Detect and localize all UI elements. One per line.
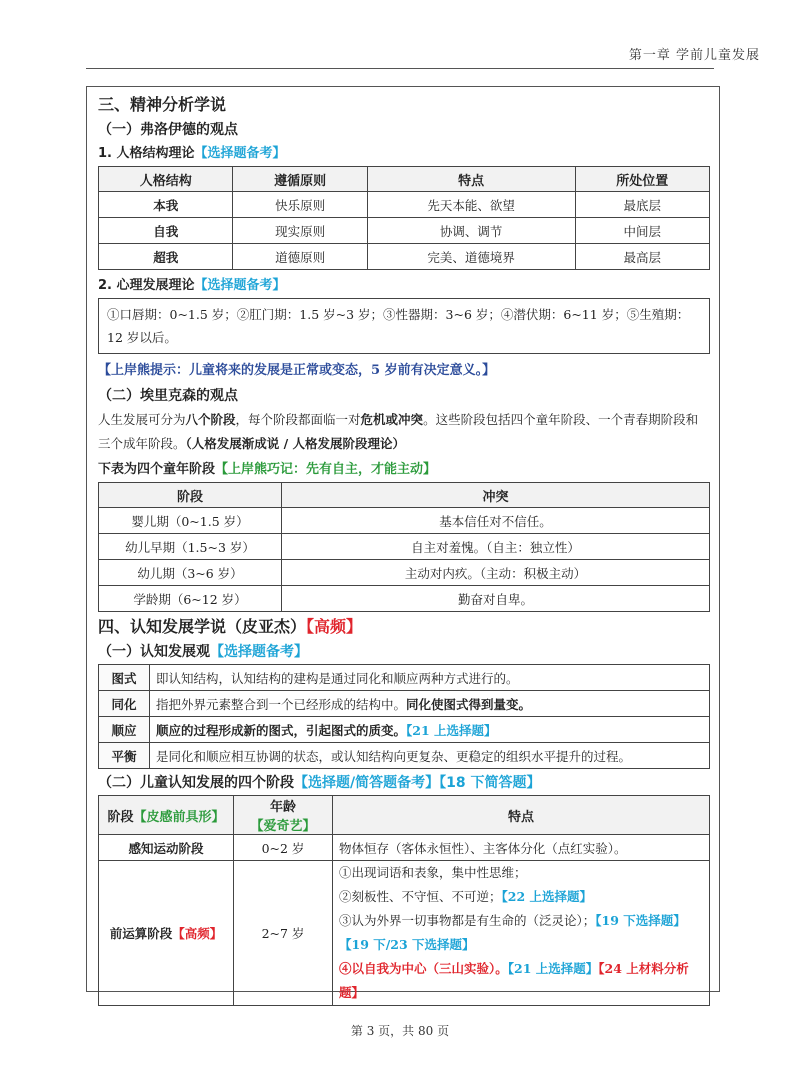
concept-bold: 顺应的过程形成新的图式，引起图式的质变。	[156, 722, 407, 738]
header-tag: 【皮感前具形】	[133, 809, 225, 825]
concept-bold: 同化使图式得到量变。	[406, 696, 532, 712]
stage-name: 感知运动阶段	[99, 835, 234, 861]
topic1-tag: 【选择题备考】	[194, 146, 286, 161]
stage-age: 0~2 岁	[234, 835, 333, 861]
erikson-text: ，每个阶段都面临一对	[235, 412, 361, 427]
column-header: 特点	[367, 167, 575, 192]
four-stages-label: （二）儿童认知发展的四个阶段	[98, 775, 294, 791]
table-row	[99, 508, 710, 534]
table-header-row	[99, 483, 710, 508]
table-cell: 基本信任对不信任。	[282, 508, 710, 534]
topic2-heading	[98, 274, 710, 298]
section3-title: 三、精神分析学说	[98, 95, 227, 114]
erikson-bold: 危机或冲突	[360, 412, 424, 427]
feature-tag: 【22 上选择题】	[501, 889, 593, 904]
table-cell: 自我	[99, 218, 233, 244]
feature-tag: 【19 下选择题】	[595, 913, 686, 928]
page-footer: 第 3 页，共 80 页	[350, 1024, 450, 1038]
stage-tag: 【高频】	[172, 926, 223, 941]
topic1-label: 1. 人格结构理论	[98, 146, 195, 161]
column-header: 人格结构	[99, 167, 233, 192]
table2-intro	[98, 458, 710, 482]
column-header: 特点	[333, 796, 710, 835]
table-cell: 先天本能、欲望	[367, 192, 575, 218]
feature-line	[339, 957, 703, 1005]
erikson-text: 。这些阶段包括四个童年阶段、一个青春期阶段和三个成年阶段。	[98, 412, 699, 451]
concept-desc	[150, 691, 710, 717]
table-cell: 完美、道德境界	[367, 244, 575, 270]
column-header: 阶段	[99, 483, 282, 508]
table-cell: 超我	[99, 244, 233, 270]
table-cell: 幼儿早期（1.5~3 岁）	[99, 534, 282, 560]
feature-line	[339, 909, 703, 933]
four-stages-heading	[98, 771, 710, 795]
header-text: 年龄	[269, 800, 296, 815]
erikson-bold: 八个阶段	[185, 412, 236, 427]
concept-text: 即认知结构，认知结构的建构是通过同化和顺应两种方式进行的。	[150, 665, 710, 691]
table-row	[99, 743, 710, 769]
column-header	[234, 796, 333, 835]
table-cell: 本我	[99, 192, 233, 218]
table-row	[99, 218, 710, 244]
table-header-row	[99, 167, 710, 192]
stage-name: 前运算阶段	[109, 926, 173, 941]
table-cell: 幼儿期（3~6 岁）	[99, 560, 282, 586]
erikson-stage-table	[98, 482, 710, 612]
piaget-stage-table	[98, 795, 710, 1006]
table2-intro-label: 下表为四个童年阶段	[98, 462, 216, 477]
table-row	[99, 665, 710, 691]
table-header-row	[99, 796, 710, 835]
concept-key: 平衡	[99, 743, 150, 769]
table-cell: 学龄期（6~12 岁）	[99, 586, 282, 612]
table-cell: 中间层	[575, 218, 709, 244]
running-header: 第一章 学前儿童发展	[628, 48, 760, 63]
feature-line-tag: 【19 下/23 下选择题】	[339, 937, 475, 952]
table-cell: 主动对内疚。（主动：积极主动）	[282, 560, 710, 586]
topic1-heading	[98, 142, 710, 166]
table-cell: 勤奋对自卑。	[282, 586, 710, 612]
table2-intro-tag: 【上岸熊巧记：先有自主，才能主动】	[215, 462, 437, 477]
four-stages-tag: 【18 下简答题】	[439, 775, 541, 791]
table-cell: 道德原则	[233, 244, 367, 270]
erikson-paragraph	[98, 408, 710, 456]
section4-title	[98, 614, 710, 640]
feature-text: ②刻板性、不守恒、不可逆；	[339, 889, 502, 904]
four-stages-tag: 【选择题/简答题备考】	[294, 775, 440, 791]
header-text: 阶段	[107, 809, 134, 825]
header-tag: 【爱奇艺】	[250, 819, 316, 834]
table-cell: 最底层	[575, 192, 709, 218]
header-rule	[86, 68, 714, 69]
concept-text: 指把外界元素整合到一个已经形成的结构中。	[156, 696, 407, 712]
erikson-text: 人生发展可分为	[98, 412, 186, 427]
table-row	[99, 192, 710, 218]
table-cell: 婴儿期（0~1.5 岁）	[99, 508, 282, 534]
feature-text: ④以自我为中心（三山实验）。	[339, 961, 508, 976]
freud-heading: （一）弗洛伊德的观点	[98, 122, 238, 138]
tip-note: 【上岸熊提示：儿童将来的发展是正常或变态，5 岁前有决定意义。】	[98, 363, 496, 378]
table-row	[99, 244, 710, 270]
page-content	[98, 92, 710, 1006]
psychosexual-stages-box: ①口唇期：0~1.5 岁；②肛门期：1.5 岁~3 岁；③性器期：3~6 岁；④潜伏期：6~11 岁；⑤生殖期：12 岁以后。	[98, 298, 710, 354]
table-cell: 现实原则	[233, 218, 367, 244]
table-cell: 协调、调节	[367, 218, 575, 244]
stage-features	[333, 861, 710, 1006]
table-cell: 自主对羞愧。（自主：独立性）	[282, 534, 710, 560]
feature-line	[339, 885, 703, 909]
concept-tag: 【21 上选择题】	[406, 722, 497, 738]
concept-text: 是同化和顺应相互协调的状态，或认知结构向更复杂、更稳定的组织水平提升的过程。	[150, 743, 710, 769]
section4-title-tag: 【高频】	[306, 617, 363, 636]
cognitive-view-tag: 【选择题备考】	[210, 644, 308, 660]
erikson-heading: （二）埃里克森的观点	[98, 388, 238, 404]
concept-key: 同化	[99, 691, 150, 717]
feature-text: ③认为外界一切事物都是有生命的（泛灵论）；	[339, 913, 596, 928]
table-row	[99, 560, 710, 586]
concept-desc	[150, 717, 710, 743]
section4-title-text: 四、认知发展学说（皮亚杰）	[98, 617, 307, 636]
column-header: 冲突	[282, 483, 710, 508]
feature-tag: 【21 上选择题】	[507, 961, 599, 976]
table-row	[99, 534, 710, 560]
cognitive-view-heading	[98, 640, 710, 664]
table-row	[99, 586, 710, 612]
erikson-bold: （人格发展渐成说 / 人格发展阶段理论）	[185, 436, 406, 451]
table-row	[99, 861, 710, 1006]
table-row	[99, 691, 710, 717]
cognitive-concepts-table	[98, 664, 710, 769]
table-cell: 快乐原则	[233, 192, 367, 218]
column-header	[99, 796, 234, 835]
stage-name-cell	[99, 861, 234, 1006]
cognitive-view-label: （一）认知发展观	[98, 644, 210, 660]
column-header: 所处位置	[575, 167, 709, 192]
table-row	[99, 717, 710, 743]
concept-key: 图式	[99, 665, 150, 691]
personality-table	[98, 166, 710, 270]
table-cell: 最高层	[575, 244, 709, 270]
stage-age: 2~7 岁	[234, 861, 333, 1006]
topic2-label: 2. 心理发展理论	[98, 278, 195, 293]
feature-tag: 【24 上材料分析题】	[339, 961, 689, 1000]
column-header: 遵循原则	[233, 167, 367, 192]
table-row	[99, 835, 710, 861]
concept-key: 顺应	[99, 717, 150, 743]
feature-line: ①出现词语和表象，集中性思维；	[339, 865, 527, 880]
stage-feature: 物体恒存（客体永恒性）、主客体分化（点红实验）。	[333, 835, 710, 861]
topic2-tag: 【选择题备考】	[194, 278, 286, 293]
